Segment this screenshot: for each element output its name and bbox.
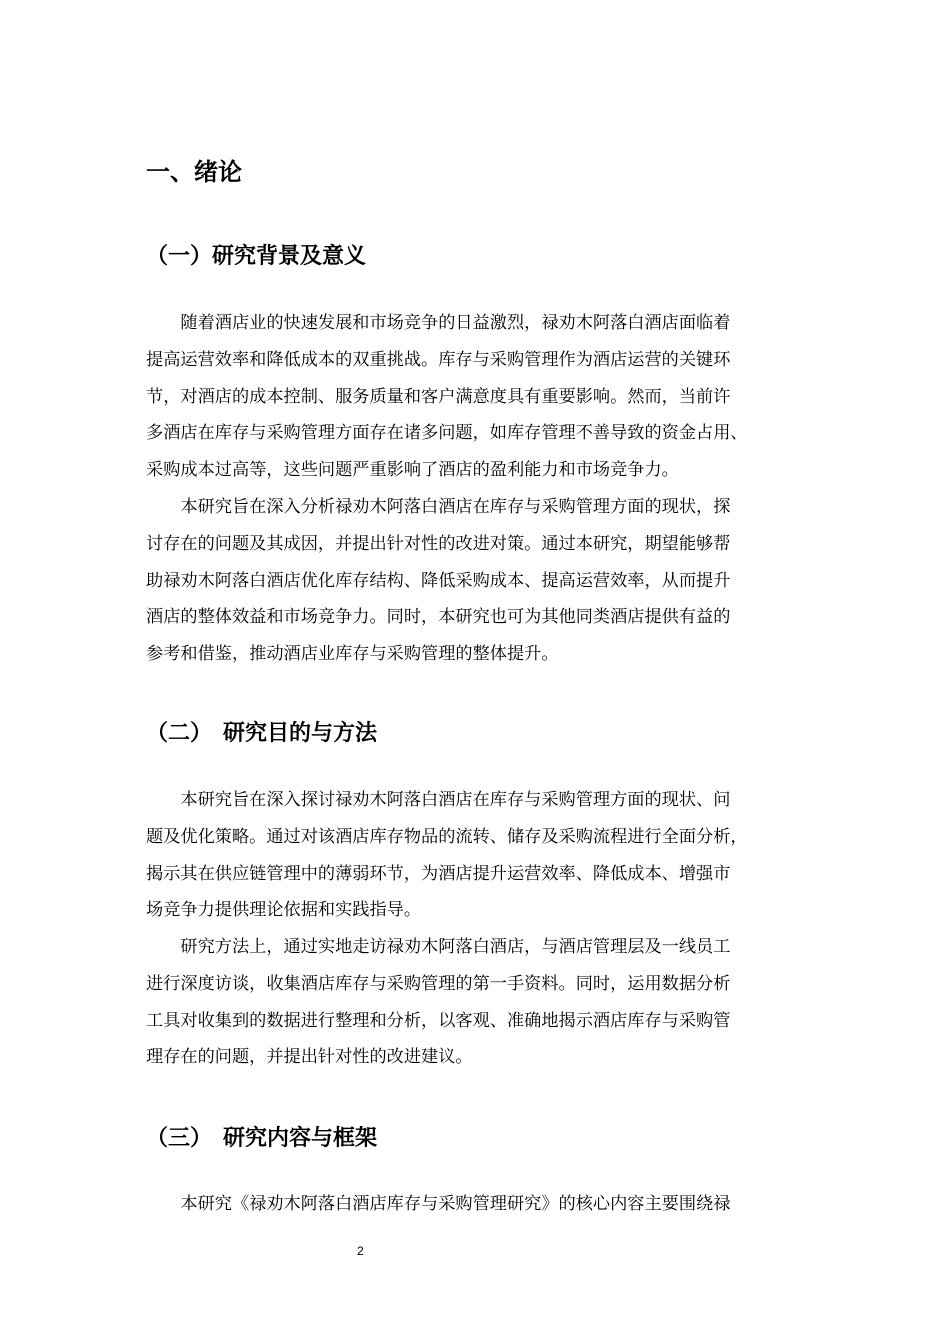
- text-line: 研究方法上，通过实地走访禄劝木阿落白酒店，与酒店管理层及一线员工: [146, 937, 731, 957]
- text-line: 参考和借鉴，推动酒店业库存与采购管理的整体提升。: [146, 644, 559, 665]
- paragraph-2-2: [146, 929, 806, 1076]
- text-line: 多酒店在库存与采购管理方面存在诸多问题，如库存管理不善导致的资金占用、: [146, 423, 748, 444]
- section-heading-1: （一）研究背景及意义: [146, 244, 367, 269]
- text-line: 本研究《禄劝木阿落白酒店库存与采购管理研究》的核心内容主要围绕禄: [146, 1194, 731, 1214]
- section-heading-2: （二） 研究目的与方法: [146, 721, 378, 746]
- text-line: 节，对酒店的成本控制、服务质量和客户满意度具有重要影响。然而，当前许: [146, 386, 731, 407]
- text-line: 本研究旨在深入分析禄劝木阿落白酒店在库存与采购管理方面的现状，探: [146, 497, 731, 517]
- text-line: 揭示其在供应链管理中的薄弱环节，为酒店提升运营效率、降低成本、增强市: [146, 863, 731, 884]
- text-line: 随着酒店业的快速发展和市场竞争的日益激烈，禄劝木阿落白酒店面临着: [146, 313, 731, 333]
- text-line: 本研究旨在深入探讨禄劝木阿落白酒店在库存与采购管理方面的现状、问: [146, 790, 731, 810]
- section-heading-3: （三） 研究内容与框架: [146, 1126, 378, 1151]
- paragraph-1-1: [146, 305, 806, 489]
- chapter-title: 一、绪论: [146, 158, 242, 186]
- text-line: 进行深度访谈，收集酒店库存与采购管理的第一手资料。同时，运用数据分析: [146, 973, 731, 994]
- paragraph-3-1: [146, 1186, 806, 1223]
- text-line: 题及优化策略。通过对该酒店库存物品的流转、储存及采购流程进行全面分析，: [146, 826, 748, 847]
- text-line: 场竞争力提供理论依据和实践指导。: [146, 900, 422, 921]
- page-number: 2: [357, 1244, 364, 1258]
- text-line: 理存在的问题，并提出针对性的改进建议。: [146, 1047, 473, 1068]
- text-line: 助禄劝木阿落白酒店优化库存结构、降低采购成本、提高运营效率，从而提升: [146, 570, 731, 591]
- paragraph-1-2: [146, 489, 806, 673]
- paragraph-2-1: [146, 782, 806, 929]
- text-line: 提高运营效率和降低成本的双重挑战。库存与采购管理作为酒店运营的关键环: [146, 349, 731, 370]
- text-line: 采购成本过高等，这些问题严重影响了酒店的盈利能力和市场竞争力。: [146, 460, 679, 481]
- text-line: 酒店的整体效益和市场竞争力。同时，本研究也可为其他同类酒店提供有益的: [146, 607, 731, 628]
- text-line: 工具对收集到的数据进行整理和分析，以客观、准确地揭示酒店库存与采购管: [146, 1010, 731, 1031]
- text-line: 讨存在的问题及其成因，并提出针对性的改进对策。通过本研究，期望能够帮: [146, 533, 731, 554]
